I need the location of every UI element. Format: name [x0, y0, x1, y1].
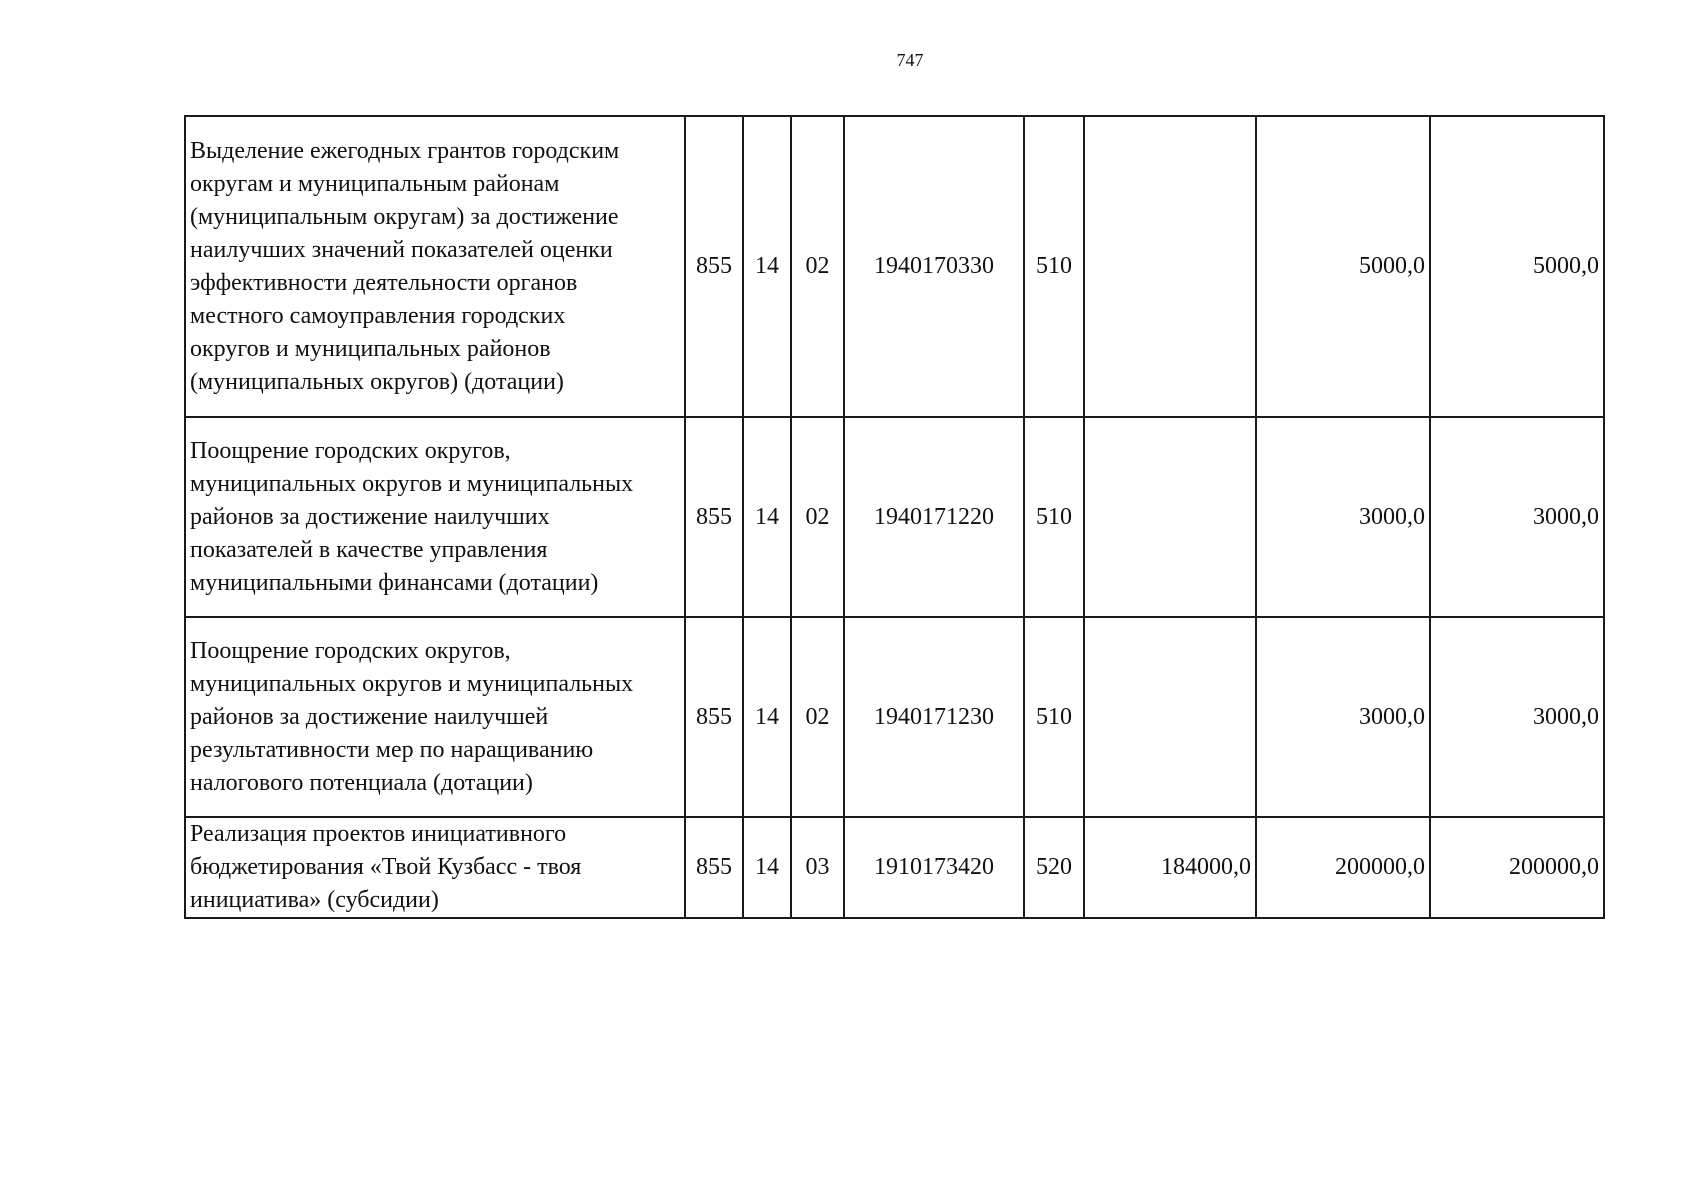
amount-year-3: 5000,0 [1430, 116, 1604, 417]
amount-year-3: 3000,0 [1430, 417, 1604, 617]
section-code: 14 [743, 817, 791, 918]
amount-year-3: 3000,0 [1430, 617, 1604, 817]
ministry-code: 855 [685, 817, 743, 918]
section-code: 14 [743, 617, 791, 817]
budget-table [184, 115, 1605, 919]
amount-year-1 [1084, 417, 1256, 617]
row-description: Поощрение городских округов, муниципальных округов и муниципальных районов за достижение наилучших показателей в качестве управления муниципальными финансами (дотации) [185, 417, 685, 617]
table-row [185, 417, 1604, 617]
page-number: 747 [896, 50, 924, 70]
row-description: Выделение ежегодных грантов городским округам и муниципальным районам (муниципальным округам) за достижение наилучших значений показателей оценки эффективности деятельности органов местного самоуправления городских округов и муниципальных районов (муниципальных округов) (дотации) [185, 116, 685, 417]
amount-year-3: 200000,0 [1430, 817, 1604, 918]
ministry-code: 855 [685, 417, 743, 617]
target-article-code: 1940170330 [844, 116, 1024, 417]
amount-year-2: 5000,0 [1256, 116, 1430, 417]
expense-type-code: 510 [1024, 617, 1084, 817]
section-code: 14 [743, 417, 791, 617]
amount-year-2: 3000,0 [1256, 617, 1430, 817]
section-code: 14 [743, 116, 791, 417]
amount-year-1 [1084, 116, 1256, 417]
table-row [185, 617, 1604, 817]
amount-year-1: 184000,0 [1084, 817, 1256, 918]
amount-year-1 [1084, 617, 1256, 817]
amount-year-2: 3000,0 [1256, 417, 1430, 617]
target-article-code: 1910173420 [844, 817, 1024, 918]
ministry-code: 855 [685, 617, 743, 817]
subsection-code: 03 [791, 817, 844, 918]
ministry-code: 855 [685, 116, 743, 417]
target-article-code: 1940171220 [844, 417, 1024, 617]
expense-type-code: 510 [1024, 417, 1084, 617]
row-description: Реализация проектов инициативного бюджетирования «Твой Кузбасс - твоя инициатива» (субсидии) [185, 817, 685, 918]
subsection-code: 02 [791, 116, 844, 417]
subsection-code: 02 [791, 417, 844, 617]
table-row [185, 116, 1604, 417]
expense-type-code: 510 [1024, 116, 1084, 417]
expense-type-code: 520 [1024, 817, 1084, 918]
row-description: Поощрение городских округов, муниципальных округов и муниципальных районов за достижение наилучшей результативности мер по наращиванию налогового потенциала (дотации) [185, 617, 685, 817]
amount-year-2: 200000,0 [1256, 817, 1430, 918]
target-article-code: 1940171230 [844, 617, 1024, 817]
subsection-code: 02 [791, 617, 844, 817]
table-row [185, 817, 1604, 918]
